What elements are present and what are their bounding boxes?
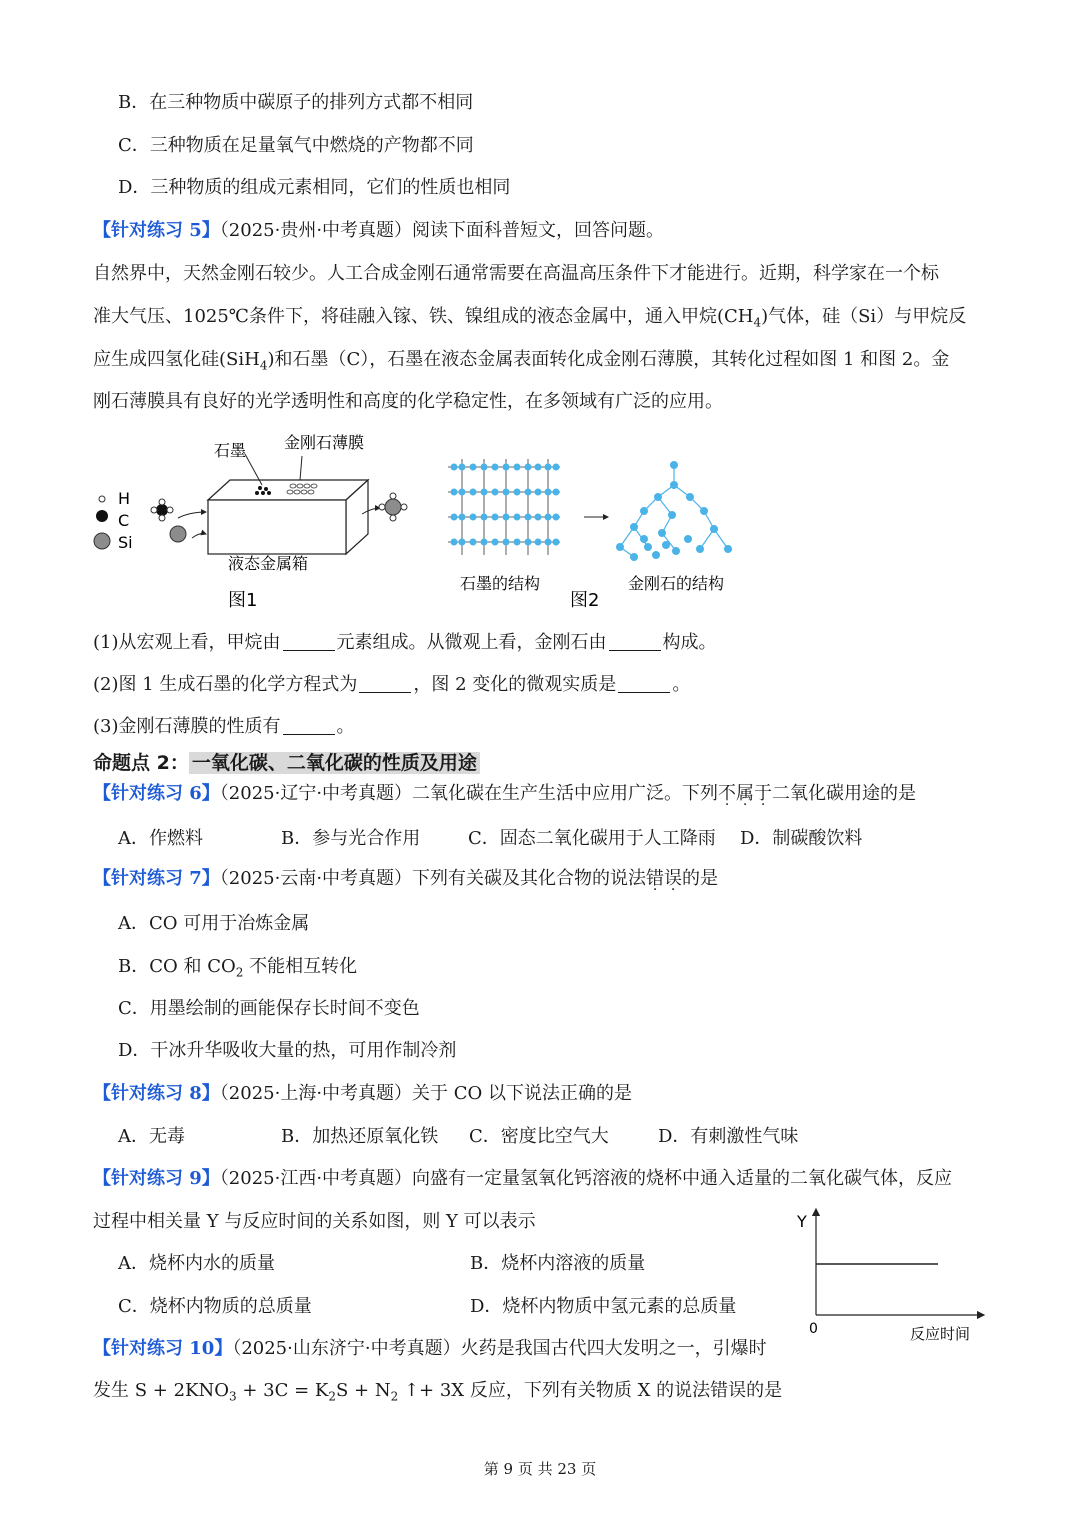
- question-5-stem: [93, 218, 664, 244]
- fig1-caption: 图1: [228, 590, 258, 611]
- legend-c: C: [118, 511, 130, 530]
- graphite-atom: [514, 464, 521, 471]
- option-b: B．烧杯内溶液的质量: [470, 1253, 646, 1274]
- graphite-atom: [535, 514, 542, 521]
- passage-line-2: 准大气压、1025℃条件下，将硅融入镓、铁、镍组成的液态金属中，通入甲烷$(CH_4)$气体，硅（Si）与甲烷反: [93, 306, 967, 330]
- graphite-atom: [545, 464, 552, 471]
- graphite-atom: [451, 489, 458, 496]
- figure-2: [444, 455, 764, 615]
- option-a: A．作燃料: [118, 828, 203, 849]
- graphite-atom: [514, 539, 521, 546]
- graphite-atom: [545, 514, 552, 521]
- option-d: D．烧杯内物质中氢元素的总质量: [470, 1296, 737, 1317]
- graphite-atom: [545, 489, 552, 496]
- graphite-atom: [451, 464, 458, 471]
- section-title: 一氧化碳、二氧化碳的性质及用途: [189, 752, 480, 774]
- option-a: A．烧杯内水的质量: [118, 1253, 275, 1274]
- graphite-atom: [481, 464, 488, 471]
- passage-line-3: 应生成四氢化硅(SiH$_4$)和石墨（C），石墨在液态金属表面转化成金刚石薄膜，其转化过程如图 1 和图 2。金: [93, 349, 950, 373]
- figure-1: [90, 428, 430, 618]
- graphite-atom: [470, 514, 477, 521]
- option-c: C．烧杯内物质的总质量: [118, 1296, 312, 1317]
- question-8-stem: 【针对练习 8】（2025·上海·中考真题）关于 CO 以下说法正确的是: [93, 1083, 633, 1104]
- carbon-atom-icon: [96, 510, 108, 522]
- graphite-atom: [535, 489, 542, 496]
- x-axis-label: 反应时间: [910, 1325, 971, 1343]
- methane-molecule-icon: [156, 504, 168, 516]
- question-9-stem-2: 过程中相关量 Y 与反应时间的关系如图，则 Y 可以表示: [93, 1211, 536, 1232]
- question-10-stem-1: 【针对练习 10】（2025·山东济宁·中考真题）火药是我国古代四大发明之一，引爆时: [93, 1338, 767, 1359]
- fig2-caption: 图2: [570, 590, 600, 611]
- graphite-atom: [451, 514, 458, 521]
- graphite-atom: [451, 539, 458, 546]
- option-b: B．参与光合作用: [281, 828, 421, 849]
- question-tag: 【针对练习 5】: [93, 220, 220, 241]
- graphite-atom: [503, 514, 510, 521]
- option-d: D．三种物质的组成元素相同，它们的性质也相同: [118, 177, 511, 198]
- graphite-atom: [481, 514, 488, 521]
- question-7-stem: 【针对练习 7】（2025·云南·中考真题）下列有关碳及其化合物的说法错误的是: [93, 868, 719, 889]
- option-d: D．干冰升华吸收大量的热，可用作制冷剂: [118, 1040, 457, 1061]
- passage-line-1: 自然界中，天然金刚石较少。人工合成金刚石通常需要在高温高压条件下才能进行。近期，科学家在一个标: [93, 263, 939, 284]
- answer-blank[interactable]: [283, 716, 335, 735]
- graphite-atom: [459, 539, 466, 546]
- option-d: D．有刺激性气味: [658, 1126, 799, 1147]
- answer-blank[interactable]: [359, 674, 411, 693]
- graphite-atom: [525, 539, 532, 546]
- legend-si: Si: [118, 533, 133, 552]
- graphite-atom: [553, 539, 560, 546]
- question-9-stem-1: 【针对练习 9】（2025·江西·中考真题）向盛有一定量氢氧化钙溶液的烧杯中通入适量的二氧化碳气体，反应: [93, 1168, 953, 1189]
- y-axis-label: Y: [797, 1212, 807, 1231]
- silicon-atom-icon: [94, 533, 110, 549]
- option-c: C．用墨绘制的画能保存长时间不变色: [118, 998, 420, 1019]
- option-b: B．CO 和 $CO_2$ 不能相互转化: [118, 956, 358, 980]
- graphite-atom: [470, 539, 477, 546]
- graphite-atom: [492, 464, 499, 471]
- graphite-atom: [535, 539, 542, 546]
- sub-question-1: (1)从宏观上看，甲烷由 元素组成。从微观上看，金刚石由 构成。: [93, 632, 717, 653]
- sub-question-3: (3)金刚石薄膜的性质有 。: [93, 716, 355, 737]
- graphite-atom: [514, 514, 521, 521]
- graphite-atom: [492, 514, 499, 521]
- question-6-stem: 【针对练习 6】（2025·辽宁·中考真题）二氧化碳在生产生活中应用广泛。下列不属于二氧化碳用途的是: [93, 783, 917, 804]
- graphite-atom: [514, 489, 521, 496]
- option-b: B．加热还原氧化铁: [281, 1126, 439, 1147]
- question-10-stem-2: 发生 $S + 2KNO_3 + 3C = K_2S + N_2$ ↑+ 3X 反应，下列有关物质 X 的说法错误的是: [93, 1380, 783, 1404]
- graphite-atom: [459, 489, 466, 496]
- label-liquid-metal-box: 液态金属箱: [228, 554, 309, 573]
- graphite-atom: [503, 539, 510, 546]
- answer-blank[interactable]: [618, 674, 670, 693]
- label-graphite: 石墨: [214, 441, 247, 460]
- graphite-atom: [470, 464, 477, 471]
- option-a: A．无毒: [118, 1126, 185, 1147]
- graphite-atom: [481, 489, 488, 496]
- passage-line-4: 刚石薄膜具有良好的光学透明性和高度的化学稳定性，在多领域有广泛的应用。: [93, 391, 723, 412]
- label-diamond-structure: 金刚石的结构: [628, 574, 725, 593]
- hydrogen-atom-icon: [99, 496, 105, 502]
- graphite-atom: [492, 489, 499, 496]
- graphite-atom: [503, 489, 510, 496]
- graphite-atom: [525, 514, 532, 521]
- graphite-atom: [503, 464, 510, 471]
- section-heading: 命题点 2： 一氧化碳、二氧化碳的性质及用途: [93, 748, 480, 775]
- graphite-atom: [553, 514, 560, 521]
- answer-blank[interactable]: [283, 632, 335, 651]
- option-c: C．固态二氧化碳用于人工降雨: [468, 828, 716, 849]
- option-d: D．制碳酸饮料: [740, 828, 863, 849]
- page-footer: 第 9 页 共 23 页: [483, 1460, 597, 1478]
- graphite-atom: [525, 464, 532, 471]
- q9-graph: [790, 1203, 990, 1343]
- legend-h: H: [118, 489, 131, 508]
- option-c: C．密度比空气大: [469, 1126, 609, 1147]
- question-source: （2025·贵州·中考真题）阅读下面科普短文，回答问题。: [219, 220, 665, 241]
- graphite-atom: [470, 489, 477, 496]
- graphite-atom: [492, 539, 499, 546]
- sih4-molecule-icon: [385, 499, 401, 515]
- liquid-metal-box: [208, 500, 346, 554]
- diamond-structure: [620, 465, 728, 557]
- graphite-atom: [553, 464, 560, 471]
- sub-question-2: (2)图 1 生成石墨的化学方程式为 ，图 2 变化的微观实质是 。: [93, 674, 691, 695]
- option-a: A．CO 可用于冶炼金属: [118, 913, 310, 934]
- graphite-atom: [545, 539, 552, 546]
- graphite-atom: [535, 464, 542, 471]
- graphite-atom: [459, 514, 466, 521]
- label-diamond-film: 金刚石薄膜: [284, 433, 365, 452]
- option-c: C．三种物质在足量氧气中燃烧的产物都不同: [118, 135, 474, 156]
- graphite-atom: [525, 489, 532, 496]
- option-b: B．在三种物质中碳原子的排列方式都不相同: [118, 92, 474, 113]
- graphite-atom: [481, 539, 488, 546]
- graphite-atom: [459, 464, 466, 471]
- answer-blank[interactable]: [609, 632, 661, 651]
- label-graphite-structure: 石墨的结构: [460, 574, 541, 593]
- graphite-atom: [553, 489, 560, 496]
- origin-label: 0: [809, 1321, 818, 1337]
